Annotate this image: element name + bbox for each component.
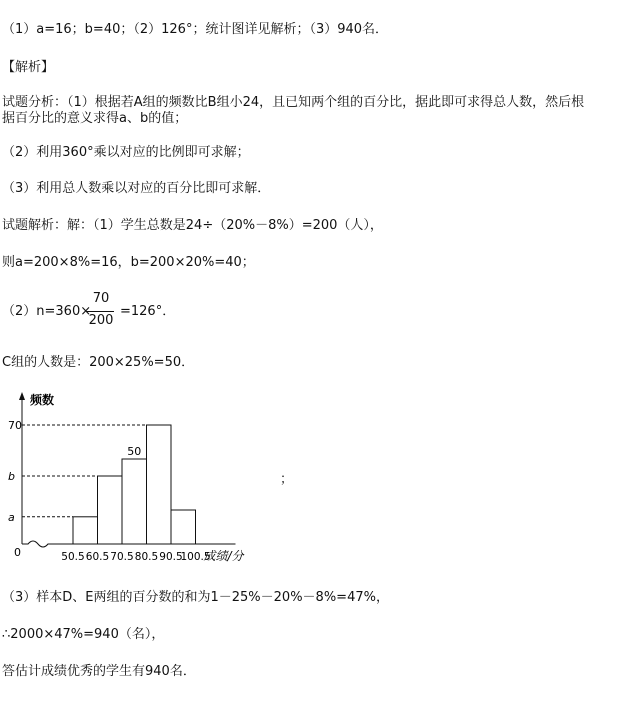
x-tick-label: 70.5 (110, 551, 134, 563)
y-tick-label: a (8, 510, 15, 524)
fraction-bar (86, 311, 114, 312)
analysis-line-3: （2）利用360°乘以对应的比例即可求解； (2, 145, 250, 160)
histogram-bar (73, 517, 98, 544)
histogram-bar (98, 476, 123, 544)
histogram-bar (122, 459, 147, 544)
part3-line-1: （3）样本D、E两组的百分数的和为1－25%－20%－8%=47%， (2, 590, 389, 605)
x-tick-label: 90.5 (159, 551, 183, 563)
part2-suffix: =126°． (120, 304, 176, 319)
histogram-bar (171, 510, 196, 544)
analysis-line-2: 据百分比的意义求得a、b的值； (2, 111, 188, 126)
x-tick-label: 100.5 (180, 551, 211, 563)
part3-line-2: ∴2000×47%=940（名）， (2, 627, 165, 642)
analysis-line-1: 试题分析：（1）根据若A组的频数比B组小24，且已知两个组的百分比，据此即可求得总人数，然后根 (2, 95, 585, 110)
origin-label: 0 (14, 546, 21, 559)
x-tick-label: 80.5 (134, 551, 159, 563)
fraction-denominator: 200 (88, 313, 114, 328)
answer-line: （1）a=16；b=40；（2）126°；统计图详见解析；（3）940名． (2, 22, 389, 37)
conclusion-line: 答估计成绩优秀的学生有940名． (2, 664, 196, 679)
x-tick-label: 60.5 (85, 551, 110, 563)
c-group-line: C组的人数是：200×25%=50． (2, 355, 195, 370)
bar-data-label: 50 (127, 445, 142, 458)
solution-line-1: 试题解析：解：（1）学生总数是24÷（20%－8%）=200（人）， (2, 218, 383, 233)
x-tick-label: 50.5 (61, 551, 85, 563)
analysis-line-4: （3）利用总人数乘以对应的百分比即可求解． (2, 181, 271, 196)
fraction-numerator: 70 (92, 291, 110, 306)
y-axis-arrow (19, 392, 25, 400)
histogram-chart (0, 388, 300, 568)
histogram-bar (147, 425, 172, 544)
after-chart-semicolon: ； (280, 472, 294, 487)
solution-line-2: 则a=200×8%=16，b=200×20%=40； (2, 255, 255, 270)
part2-prefix: （2）n=360× (2, 304, 92, 319)
y-axis-label: 频数 (30, 393, 55, 407)
section-title: 【解析】 (2, 60, 55, 75)
axis-break-mark (22, 541, 73, 547)
y-tick-label: 70 (8, 419, 22, 432)
y-tick-label: b (8, 470, 15, 483)
x-axis-label: 成绩/分 (203, 549, 244, 563)
